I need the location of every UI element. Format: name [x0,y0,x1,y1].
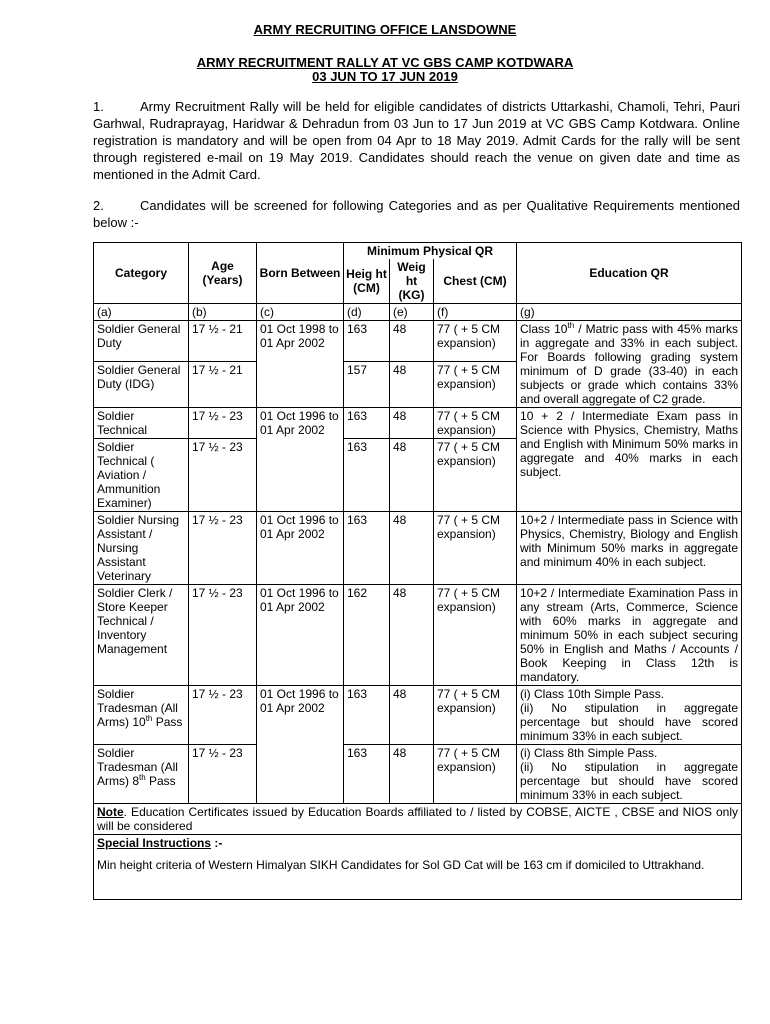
row-weight: 48 [390,361,434,407]
row-age: 17 ½ - 23 [189,512,257,585]
row-chest: 77 ( + 5 CM expansion) [434,361,517,407]
note-label: Note [97,805,124,819]
row-height: 163 [344,512,390,585]
paragraph-1 [93,98,740,183]
category-sup: th [139,773,146,782]
row-height: 163 [344,408,390,439]
edu-gd-pre: Class 10 [520,322,568,336]
row-height: 163 [344,321,390,362]
row-height: 162 [344,585,390,686]
row-born: 01 Oct 1996 to 01 Apr 2002 [257,408,344,512]
table-row [94,585,742,686]
row-born: 01 Oct 1998 to 01 Apr 2002 [257,321,344,408]
row-age: 17 ½ - 21 [189,361,257,407]
row-education: 10+2 / Intermediate Examination Pass in any stream (Arts, Commerce, Science with 60% marks in aggregate and minimum 50% in each subject securing 50% in English and Maths / Accounts / Book Keeping in Class 12th is mandatory. [517,585,742,686]
header-born: Born Between [257,243,344,304]
row-category: Soldier Clerk / Store Keeper Technical / Inventory Management [94,585,189,686]
row-education-tech: 10 + 2 / Intermediate Exam pass in Science with Physics, Chemistry, Maths and English with Minimum 50% marks in aggregate and 40% marks in each subject. [517,408,742,512]
row-chest: 77 ( + 5 CM expansion) [434,686,517,745]
edu-item-ii: (ii) No stipulation in aggregate percentage but should have scored minimum 33% in each subject. [520,701,739,743]
row-born: 01 Oct 1996 to 01 Apr 2002 [257,585,344,686]
edu-gd-post: / Matric pass with 45% marks in aggregate and 33% in each subject. For Boards following grading system minimum of D grade (33-40) in each subjects or grade which contains 33% and overall aggregate of C2 grade. [520,322,739,406]
header-height: Heig ht (CM) [344,259,390,304]
letter-b: (b) [189,304,257,321]
letter-e: (e) [390,304,434,321]
row-category: Soldier Nursing Assistant / Nursing Assistant Veterinary [94,512,189,585]
letter-a: (a) [94,304,189,321]
row-age: 17 ½ - 23 [189,686,257,745]
special-label: Special Instructions [97,836,212,850]
row-age: 17 ½ - 21 [189,321,257,362]
header-education: Education QR [517,243,742,304]
edu-gd-sup: th [567,321,575,330]
rally-heading: ARMY RECRUITMENT RALLY AT VC GBS CAMP KOTDWARA [196,55,574,70]
note-cell [94,804,742,835]
letter-d: (d) [344,304,390,321]
row-chest: 77 ( + 5 CM expansion) [434,585,517,686]
row-weight: 48 [390,512,434,585]
row-weight: 48 [390,439,434,512]
table-letter-row [94,304,742,321]
row-age: 17 ½ - 23 [189,745,257,804]
header-chest: Chest (CM) [434,259,517,304]
rally-dates: 03 JUN TO 17 JUN 2019 [312,69,458,84]
special-suffix: :- [211,836,223,850]
row-weight: 48 [390,408,434,439]
row-chest: 77 ( + 5 CM expansion) [434,745,517,804]
table-row [94,408,742,439]
edu-item-i: (i) Class 10th Simple Pass. [520,687,665,701]
category-post: Pass [152,715,183,729]
row-category: Soldier General Duty [94,321,189,362]
row-chest: 77 ( + 5 CM expansion) [434,512,517,585]
category-post: Pass [145,774,176,788]
row-weight: 48 [390,686,434,745]
header-weight: Weig ht (KG) [390,259,434,304]
row-category: Soldier General Duty (IDG) [94,361,189,407]
row-height: 157 [344,361,390,407]
header-min-physical-qr: Minimum Physical QR [344,243,517,260]
row-chest: 77 ( + 5 CM expansion) [434,439,517,512]
row-category [94,745,189,804]
table-row [94,321,742,362]
header-category: Category [94,243,189,304]
special-cell [94,835,742,900]
row-category [94,686,189,745]
row-weight: 48 [390,745,434,804]
category-pre: Soldier Tradesman (All Arms) 10 [97,687,178,729]
row-education: 10+2 / Intermediate pass in Science with Physics, Chemistry, Biology and English with Minimum 50% marks in aggregate and minimum 40% in each subject. [517,512,742,585]
special-text: Min height criteria of Western Himalyan SIKH Candidates for Sol GD Cat will be 163 cm if domiciled to Uttrakhand. [97,858,705,872]
row-chest: 77 ( + 5 CM expansion) [434,321,517,362]
row-education [517,686,742,745]
letter-f: (f) [434,304,517,321]
edu-item-i: (i) Class 8th Simple Pass. [520,746,658,760]
category-pre: Soldier Tradesman (All Arms) 8 [97,746,178,788]
paragraph-2 [93,197,740,231]
category-sup: th [145,714,153,723]
letter-g: (g) [517,304,742,321]
table-row [94,686,742,745]
row-height: 163 [344,439,390,512]
paragraph-2-number: 2. [93,198,104,213]
special-row [94,835,742,900]
note-text: . Education Certificates issued by Education Boards affiliated to / listed by COBSE, AICTE , CBSE and NIOS only will be considered [97,805,739,833]
table-row [94,745,742,804]
row-chest: 77 ( + 5 CM expansion) [434,408,517,439]
office-heading: ARMY RECRUITING OFFICE LANSDOWNE [253,22,517,37]
table-header-row [94,243,742,260]
header-age: Age (Years) [189,243,257,304]
edu-item-ii: (ii) No stipulation in aggregate percentage but should have scored minimum 33% in each subject. [520,760,739,802]
letter-c: (c) [257,304,344,321]
row-weight: 48 [390,585,434,686]
row-weight: 48 [390,321,434,362]
row-age: 17 ½ - 23 [189,408,257,439]
qualitative-requirements-table [93,242,742,900]
row-education [517,745,742,804]
row-age: 17 ½ - 23 [189,585,257,686]
paragraph-1-number: 1. [93,99,104,114]
paragraph-1-text: Army Recruitment Rally will be held for eligible candidates of districts Uttarkashi, Chamoli, Tehri, Pauri Garhwal, Rudraprayag, Haridwar & Dehradun from 03 Jun to 17 Jun 2019 at VC GBS Camp Kotdwara. Online registration is mandatory and will be open from 04 Apr to 18 May 2019. Admit Cards for the rally will be sent through registered e-mail on 19 May 2019. Candidates should reach the venue on given date and time as mentioned in the Admit Card. [93,99,740,182]
row-born: 01 Oct 1996 to 01 Apr 2002 [257,686,344,804]
row-born: 01 Oct 1996 to 01 Apr 2002 [257,512,344,585]
table-row [94,512,742,585]
paragraph-2-text: Candidates will be screened for following Categories and as per Qualitative Requirements mentioned below :- [93,198,740,230]
row-education-gd [517,321,742,408]
row-category: Soldier Technical [94,408,189,439]
row-height: 163 [344,686,390,745]
row-height: 163 [344,745,390,804]
note-row [94,804,742,835]
row-category: Soldier Technical ( Aviation / Ammunition Examiner) [94,439,189,512]
row-age: 17 ½ - 23 [189,439,257,512]
